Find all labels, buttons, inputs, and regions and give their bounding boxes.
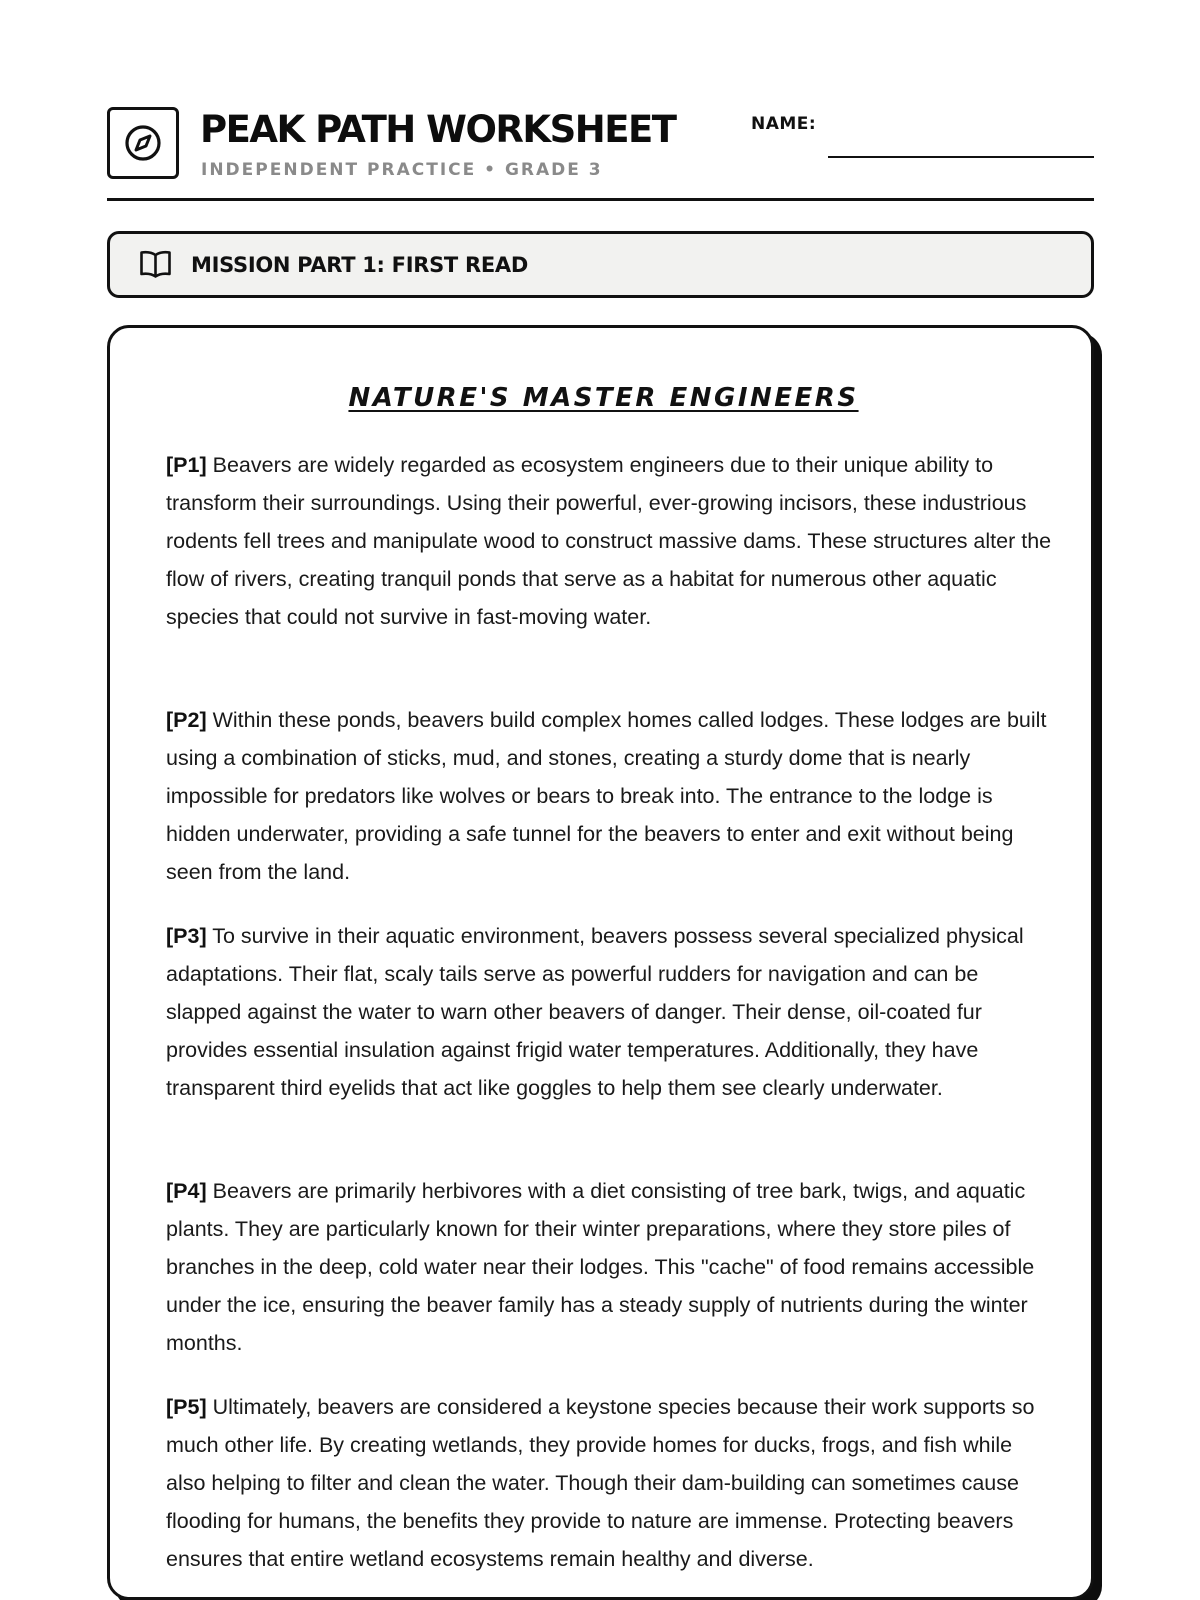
open-book-icon xyxy=(139,249,172,279)
paragraph-2 xyxy=(166,701,1056,891)
paragraph-text: Ultimately, beavers are considered a keystone species because their work supports so much other life. By creating wetlands, they provide homes for ducks, frogs, and fish while also helping to filter and clean the water. Though their dam-building can sometimes cause flooding for humans, the benefits they provide to nature are immense. Protecting beavers ensures that entire wetland ecosystems remain healthy and diverse. xyxy=(166,1395,1035,1571)
paragraph-label: [P2] xyxy=(166,708,207,732)
page-subtitle: INDEPENDENT PRACTICE • GRADE 3 xyxy=(201,160,603,180)
section-header xyxy=(107,231,1094,298)
name-label: NAME: xyxy=(751,114,817,134)
paragraph-3 xyxy=(166,917,1056,1107)
name-field[interactable] xyxy=(828,136,1094,158)
paragraph-5 xyxy=(166,1388,1056,1578)
reading-passage-card xyxy=(107,325,1094,1600)
passage-title: NATURE'S MASTER ENGINEERS xyxy=(348,383,859,413)
paragraph-4 xyxy=(166,1172,1056,1362)
paragraph-label: [P3] xyxy=(166,924,207,948)
page-title: PEAK PATH WORKSHEET xyxy=(200,108,676,151)
paragraph-text: Within these ponds, beavers build complex homes called lodges. These lodges are built using a combination of sticks, mud, and stones, creating a sturdy dome that is nearly impossible for predators like wolves or bears to break into. The entrance to the lodge is hidden underwater, providing a safe tunnel for the beavers to enter and exit without being seen from the land. xyxy=(166,708,1047,884)
section-title: MISSION PART 1: FIRST READ xyxy=(191,253,528,277)
paragraph-label: [P5] xyxy=(166,1395,207,1419)
worksheet-header xyxy=(107,107,1094,201)
paragraph-text: Beavers are widely regarded as ecosystem engineers due to their unique ability to transform their surroundings. Using their powerful, ever-growing incisors, these industrious rodents fell trees and manipulate wood to construct massive dams. These structures alter the flow of rivers, creating tranquil ponds that serve as a habitat for numerous other aquatic species that could not survive in fast-moving water. xyxy=(166,453,1052,629)
paragraph-text: Beavers are primarily herbivores with a diet consisting of tree bark, twigs, and aquatic plants. They are particularly known for their winter preparations, where they store piles of branches in the deep, cold water near their lodges. This "cache" of food remains accessible under the ice, ensuring the beaver family has a steady supply of nutrients during the winter months. xyxy=(166,1179,1035,1355)
logo xyxy=(107,107,179,179)
paragraph-text: To survive in their aquatic environment, beavers possess several specialized physical adaptations. Their flat, scaly tails serve as powerful rudders for navigation and can be slapped against the water to warn other beavers of danger. Their dense, oil-coated fur provides essential insulation against frigid water temperatures. Additionally, they have transparent third eyelids that act like goggles to help them see clearly underwater. xyxy=(166,924,1024,1100)
paragraph-label: [P1] xyxy=(166,453,207,477)
compass-icon xyxy=(122,122,164,164)
paragraph-label: [P4] xyxy=(166,1179,207,1203)
paragraph-1 xyxy=(166,446,1056,636)
